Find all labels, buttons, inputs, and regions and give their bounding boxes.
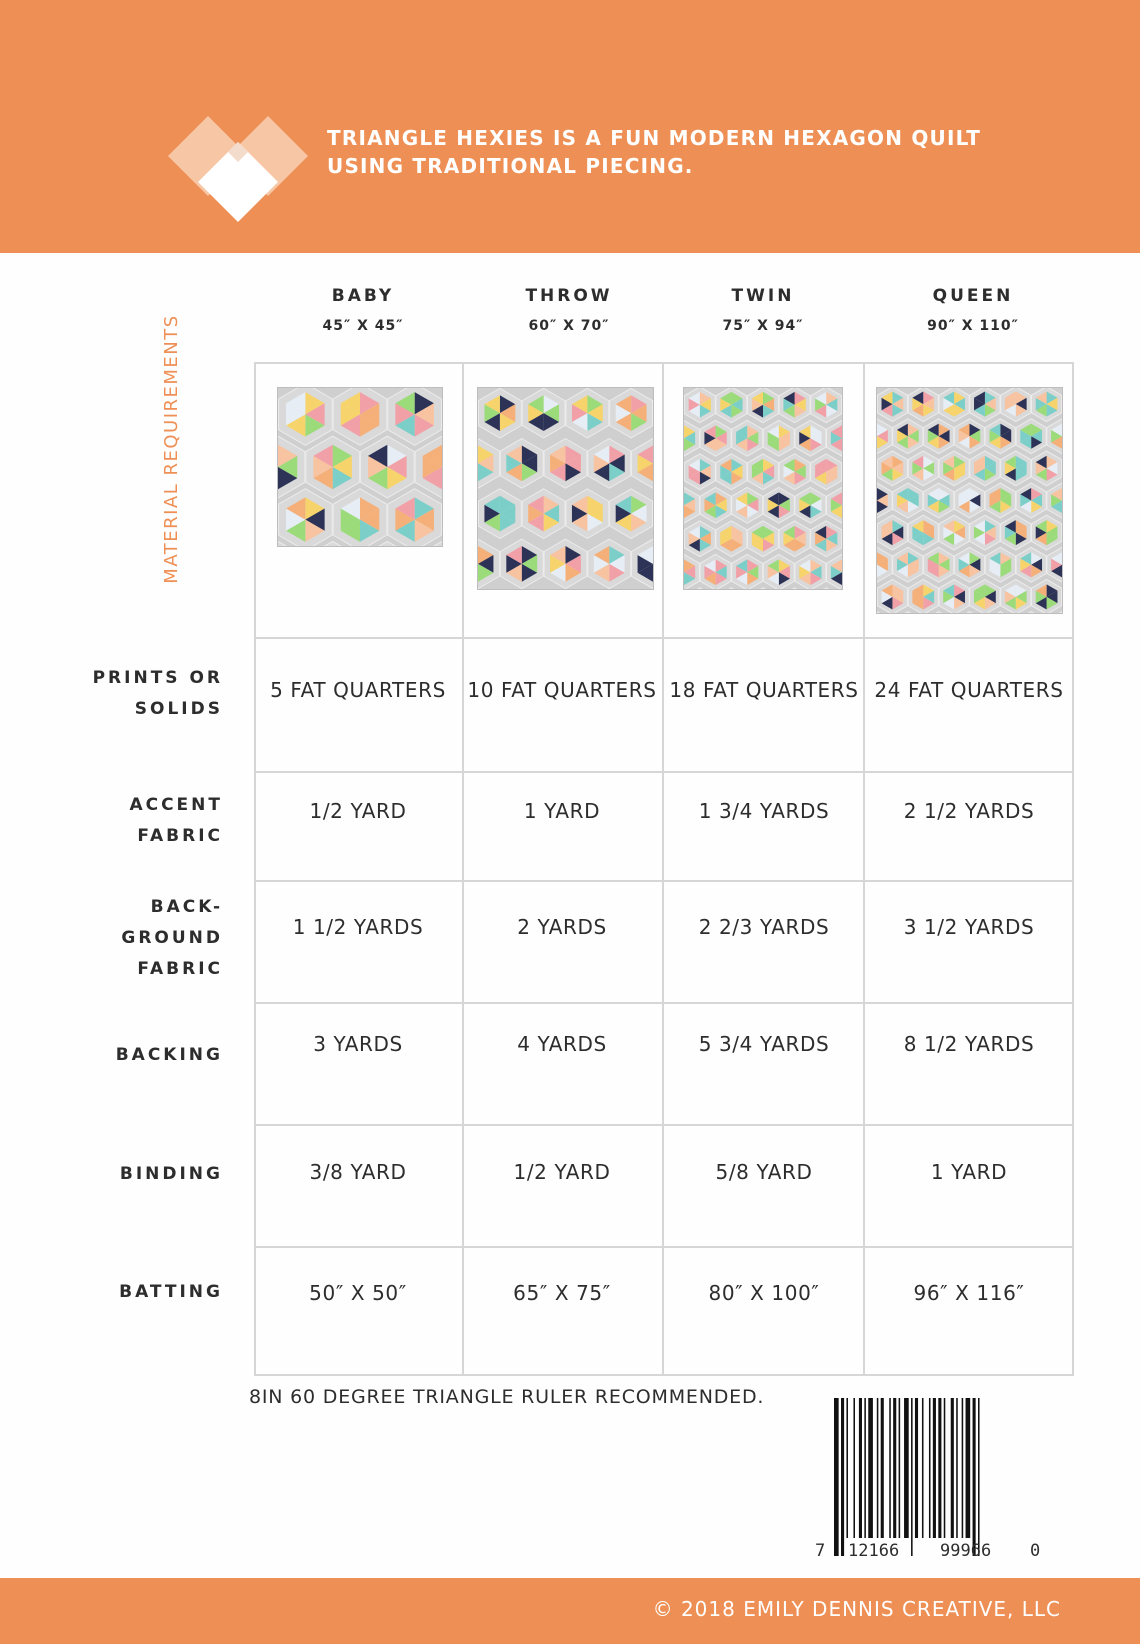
requirement-cell: 1 1/2 YARDS <box>292 915 424 939</box>
row-label-binding: BINDING <box>119 1164 223 1184</box>
requirement-cell: 2 1/2 YARDS <box>903 799 1035 823</box>
barcode-digit: 12166 <box>848 1541 900 1561</box>
row-label-background: BACK- GROUND FABRIC <box>121 897 223 979</box>
copyright-text: © 2018 EMILY DENNIS CREATIVE, LLC <box>652 1597 1061 1621</box>
material-requirements-text: MATERIAL REQUIREMENTS <box>161 314 182 584</box>
barcode-digit: 99966 <box>940 1541 992 1561</box>
size-header-baby <box>263 286 463 334</box>
requirement-cell: 3 YARDS <box>313 1032 403 1056</box>
footer-band <box>0 1578 1140 1644</box>
requirement-cell: 1 YARD <box>523 799 601 823</box>
requirement-cell: 3 1/2 YARDS <box>903 915 1035 939</box>
size-name: BABY <box>331 286 395 306</box>
row-label-prints: PRINTS OR SOLIDS <box>92 668 223 719</box>
requirement-cell: 1/2 YARD <box>513 1160 611 1184</box>
size-header-twin <box>663 286 863 334</box>
requirement-cell: 5/8 YARD <box>715 1160 813 1184</box>
requirement-cell: 65″ X 75″ <box>513 1281 611 1305</box>
requirement-cell: 50″ X 50″ <box>309 1281 407 1305</box>
size-name: QUEEN <box>932 286 1014 306</box>
barcode-digit: 0 <box>1030 1541 1041 1561</box>
quilt-image-twin <box>683 387 843 590</box>
size-dims: 60″ X 70″ <box>528 318 610 334</box>
row-label-backing: BACKING <box>115 1045 223 1065</box>
requirement-cell: 1/2 YARD <box>309 799 407 823</box>
size-dims: 45″ X 45″ <box>322 318 404 334</box>
size-dims: 90″ X 110″ <box>927 318 1019 334</box>
barcode-digit: 7 <box>815 1541 826 1561</box>
requirement-cell: 2 2/3 YARDS <box>698 915 830 939</box>
requirement-cell: 4 YARDS <box>517 1032 607 1056</box>
requirement-cell: 10 FAT QUARTERS <box>467 678 657 702</box>
requirement-cell: 5 3/4 YARDS <box>698 1032 830 1056</box>
header-tagline: TRIANGLE HEXIES IS A FUN MODERN HEXAGON QUILT USING TRADITIONAL PIECING. <box>327 126 982 178</box>
requirement-cell: 96″ X 116″ <box>913 1281 1025 1305</box>
diamond-logo-icon <box>168 116 308 222</box>
size-header-queen <box>873 286 1073 334</box>
requirement-cell: 8 1/2 YARDS <box>903 1032 1035 1056</box>
header-band <box>0 0 1140 253</box>
requirement-cell: 1 YARD <box>930 1160 1008 1184</box>
size-name: THROW <box>525 286 613 306</box>
row-label-batting: BATTING <box>119 1282 223 1302</box>
requirement-cell: 80″ X 100″ <box>708 1281 820 1305</box>
ruler-note: 8IN 60 DEGREE TRIANGLE RULER RECOMMENDED. <box>249 1386 765 1408</box>
size-header-throw <box>469 286 669 334</box>
requirement-cell: 5 FAT QUARTERS <box>270 678 446 702</box>
row-label-accent: ACCENT FABRIC <box>129 795 223 846</box>
quilt-image-throw <box>477 387 654 590</box>
requirement-cell: 2 YARDS <box>517 915 607 939</box>
requirement-cell: 3/8 YARD <box>309 1160 407 1184</box>
size-name: TWIN <box>731 286 795 306</box>
size-dims: 75″ X 94″ <box>722 318 804 334</box>
requirement-cell: 24 FAT QUARTERS <box>874 678 1064 702</box>
quilt-image-queen <box>876 387 1063 614</box>
requirement-cell: 1 3/4 YARDS <box>698 799 830 823</box>
requirement-cell: 18 FAT QUARTERS <box>669 678 859 702</box>
quilt-image-baby <box>277 387 443 547</box>
material-requirements-label <box>137 314 207 584</box>
barcode-image <box>830 1398 1040 1556</box>
